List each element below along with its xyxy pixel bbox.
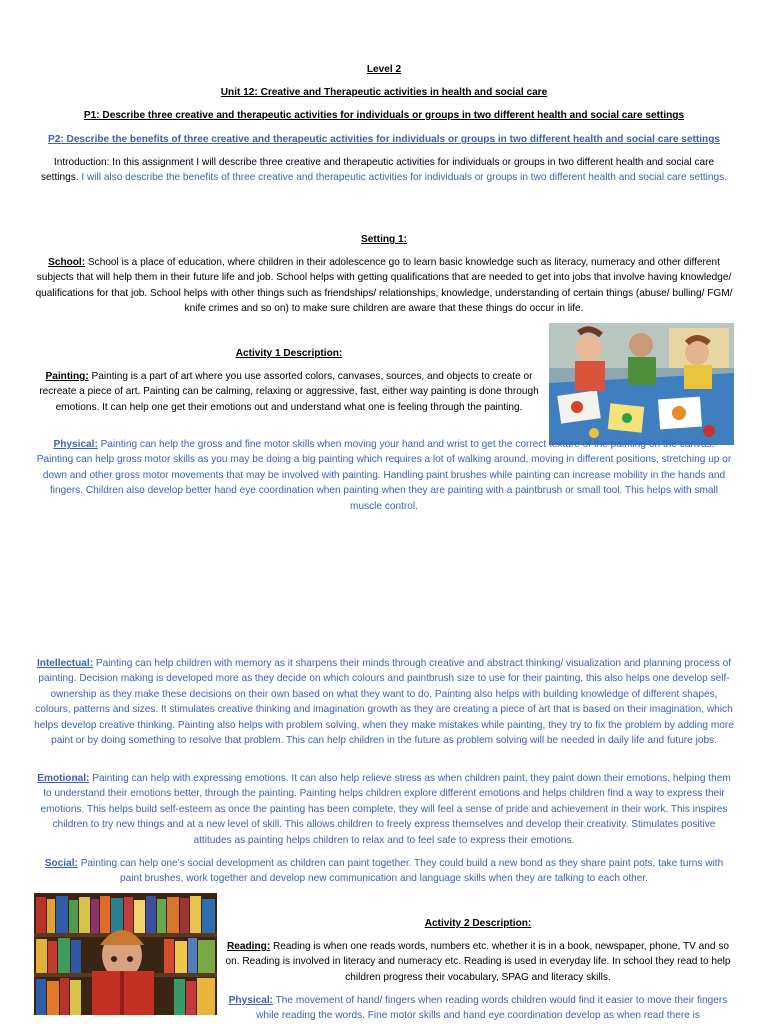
activity2-heading: Activity 2 Description:	[424, 918, 532, 929]
school-text: School is a place of education, where children in their adolescence go to learn basic knowledge such as literacy, numeracy and other different subjects that will help them in their future life and job. School helps with getting qualifications that are needed to get into jobs that involve having knowledge/ qualifications for that job. School helps with other things such as friendships/ relationships, knowledge, understanding of certain things (abuse/ bulling/ FGM/ knife crimes and so on) to make sure children are aware that these things do occur in life.	[35, 257, 733, 315]
activity1-heading: Activity 1 Description:	[235, 348, 343, 359]
unit-heading: Unit 12: Creative and Therapeutic activities in health and social care	[220, 87, 548, 98]
school-label: School:	[48, 257, 86, 268]
physical-label: Physical:	[53, 439, 98, 450]
introduction	[34, 155, 734, 186]
intro-text-blue: I will also describe the benefits of three creative and therapeutic activities for individuals or groups in two different health and social care settings.	[81, 172, 727, 184]
setting1-heading: Setting 1:	[361, 234, 407, 245]
physical-text: Painting can help the gross and fine motor skills when moving your hand and wrist to get the correct texture of the painting on the canvas. Painting can help gross motor skills as you may be doing a big painting which requires a lot of walking around, moving in different positions, stretching up or down and other gross motor movements that may be involved with painting. Handling paint brushes while painting can increase mobility in the hands and fingers. Children also develop better hand eye coordination when painting when they are painting with a paintbrush or small tool. This helps with small muscle control.	[36, 439, 732, 512]
reading-physical-label: Physical:	[228, 995, 274, 1006]
reading-physical-text: The movement of hand/ fingers when reading words children would find it easier to move their fingers while reading the words. Fine motor skills and hand eye coordination develop as when read there is	[256, 995, 728, 1022]
painting-paragraph	[34, 369, 544, 415]
emotional-label: Emotional:	[37, 773, 90, 784]
p1-heading: P1: Describe three creative and therapeutic activities for individuals or groups in two different health and social care settings	[83, 110, 685, 121]
physical-paragraph-1	[34, 437, 734, 514]
reading-physical-paragraph	[222, 993, 734, 1024]
intellectual-paragraph	[34, 656, 734, 748]
painting-text: Painting is a part of art where you use assorted colors, canvases, sources, and objects to create or recreate a piece of art. Painting can be calming, relaxing or aggressive, fast, either way painting is done through emotions. It can help one get their emotions out and understand what one is feeling through the painting.	[39, 371, 539, 413]
bookshelf-reading-photo	[34, 893, 217, 1015]
painting-label: Painting:	[45, 371, 89, 382]
children-painting-photo	[549, 323, 734, 445]
social-text: Painting can help one's social development as children can paint together. They could build a new bond as they share paint pots, take turns with paint brushes, work together and develop new communication and language skills when they are talking to each other.	[80, 858, 724, 885]
p2-heading: P2: Describe the benefits of three creative and therapeutic activities for individuals or groups in two different health and social care settings	[48, 134, 720, 145]
level-heading: Level 2	[366, 64, 402, 75]
intellectual-label: Intellectual:	[36, 658, 94, 669]
reading-paragraph	[222, 939, 734, 985]
social-paragraph	[34, 856, 734, 887]
emotional-text: Painting can help with expressing emotions. It can also help relieve stress as when children paint, they paint down their emotions, helping them to understand their emotions better, through the painting. Painting helps children explore different emotions and helps children find a way to express their emotions. This helps build self-esteem as once the painting has been complete, they will feel a sense of pride and achievement in their work. This inspires children to try new things and at a new level of skill. This allows children to freely express themselves and develop their creativity. Stimulates positive attitudes as painting helps children to relax and to feel safe to express their emotions.	[40, 773, 731, 846]
reading-label: Reading:	[227, 941, 271, 952]
social-label: Social:	[44, 858, 78, 869]
setting1-paragraph	[34, 255, 734, 317]
emotional-paragraph	[34, 771, 734, 848]
intellectual-text: Painting can help children with memory as it sharpens their minds through creative and abstract thinking/ visualization and planning process of painting. Decision making is developed more as they decide on which colours and paintbrush size to use for their painting, this also helps one develop self-ownership as they make these decisions on their own based on what they want to do. Painting also helps with building knowledge of different shapes, colours, patterns and sizes. It stimulates creative thinking and imagination growth as they are creating a piece of art that is based on their imagination, which helps develop creative thinking. Painting also helps with problem solving, when they make mistakes while painting, they try to fix the problem by adding more paint or by doing something to resolve that problem. This can help children in the future as problem solving will be needed in daily life and future jobs.	[34, 658, 734, 747]
reading-text: Reading is when one reads words, numbers etc. whether it is in a book, newspaper, phone, TV and so on. Reading is involved in literacy and numeracy etc. Reading is used in everyday life. In school they read to help children progress their vocabulary, SPAG and literacy skills.	[225, 941, 731, 983]
intro-text: Introduction: In this assignment I will describe three creative and therapeutic activities for individuals or groups in two different health and social care settings.	[40, 157, 715, 184]
